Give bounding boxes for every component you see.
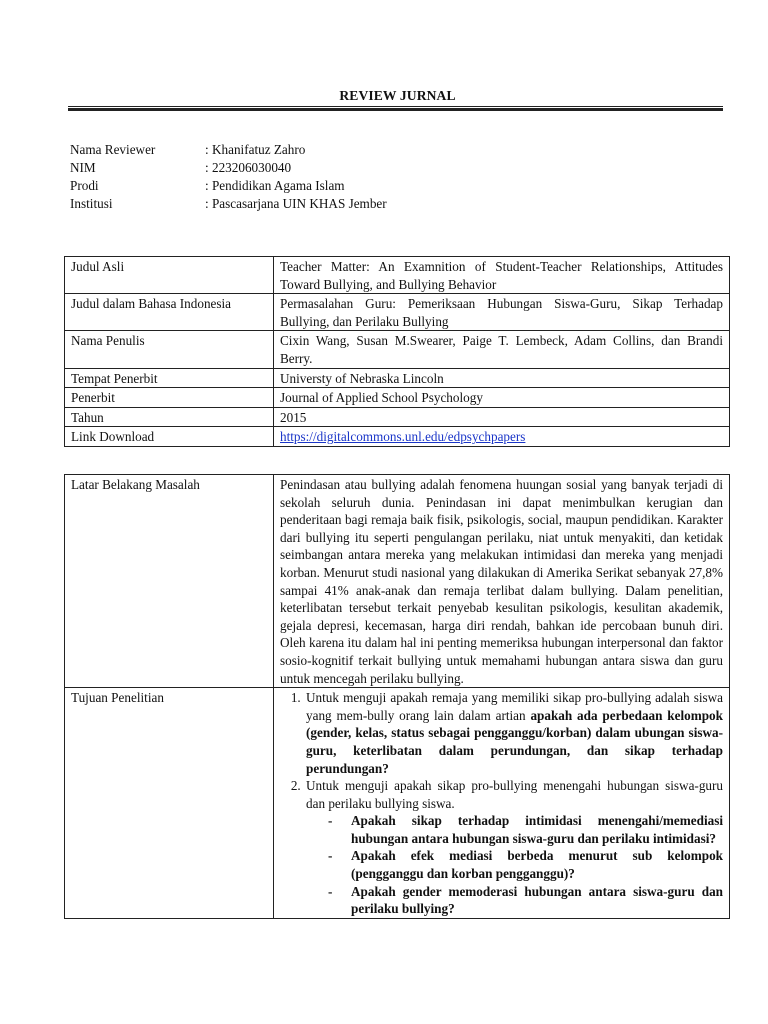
institusi-row [70, 195, 387, 213]
sub-question-3: - Apakah gender memoderasi hubungan antara siswa-guru dan perilaku bullying? [326, 883, 723, 918]
institusi-value: : Pascasarjana UIN KHAS Jember [205, 195, 387, 213]
reviewer-info [70, 141, 387, 213]
table-row [65, 257, 730, 294]
nama-penulis-value: Cixin Wang, Susan M.Swearer, Paige T. Lembeck, Adam Collins, dan Brandi Berry. [274, 331, 730, 368]
aim-item-1 [304, 689, 723, 777]
latar-belakang-label: Latar Belakang Masalah [65, 475, 274, 688]
prodi-value: : Pendidikan Agama Islam [205, 177, 345, 195]
nama-penulis-label: Nama Penulis [65, 331, 274, 368]
tempat-penerbit-value: Universty of Nebraska Lincoln [274, 368, 730, 388]
sub-question-2: - Apakah efek mediasi berbeda menurut sub kelompok (pengganggu dan korban pengganggu)? [326, 847, 723, 882]
institusi-label: Institusi [70, 196, 113, 211]
prodi-row [70, 177, 387, 195]
judul-asli-label: Judul Asli [65, 257, 274, 294]
nim-row [70, 159, 387, 177]
table-row [65, 427, 730, 447]
tujuan-penelitian-label: Tujuan Penelitian [65, 688, 274, 919]
aim-2-plain: Untuk menguji apakah sikap pro-bullying menengahi hubungan siswa-guru dan perilaku bullying siswa. [306, 778, 723, 811]
download-link[interactable]: https://digitalcommons.unl.edu/edpsychpapers [280, 429, 526, 445]
reviewer-row [70, 141, 387, 159]
reviewer-label: Nama Reviewer [70, 142, 156, 157]
penerbit-label: Penerbit [65, 388, 274, 408]
table-row [65, 407, 730, 427]
judul-indonesia-label: Judul dalam Bahasa Indonesia [65, 294, 274, 331]
penerbit-value: Journal of Applied School Psychology [274, 388, 730, 408]
journal-info-table [64, 256, 730, 447]
table-row [65, 294, 730, 331]
tujuan-penelitian-cell [274, 688, 730, 919]
title-divider [68, 106, 723, 111]
latar-belakang-text: Penindasan atau bullying adalah fenomena huungan sosial yang banyak terjadi di sekolah seluruh dunia. Penindasan ini dapat menimbulkan kerugian dan penderitaan bagi remaja baik fisik, psikologis, social, maupun pendidikan. Karakter dari bullying itu seperti pengulangan perilaku, niat untuk menyakiti, dan ketidak seimbangan antara mereka yang melakukan intimidasi dan mereka yang menjadi korban. Menurut studi nasional yang dilakukan di Amerika Serikat sebanyak 27,8% sampai 41% anak-anak dan remaja terlibat dalam bullying. Dalam penelitian, keterlibatan tersebut terkait penyebab kesulitan psikologis, kesulitan akademik, gejala depresi, kecemasan, harga diri rendah, bahkan ide percobaan bunuh diri. Oleh karena itu dalam hal ini penting memeriksa hubungan interpersonal dan faktor sosio-kognitif terkait bullying untuk memahami hubungan antara siswa dan guru untuk mencegah perilaku bullying. [274, 475, 730, 688]
review-content-table [64, 474, 730, 919]
table-row [65, 331, 730, 368]
prodi-label: Prodi [70, 178, 99, 193]
aim-item-2 [304, 777, 723, 918]
table-row [65, 475, 730, 688]
nim-label: NIM [70, 160, 96, 175]
aims-list [280, 689, 723, 918]
tahun-label: Tahun [65, 407, 274, 427]
link-download-label: Link Download [65, 427, 274, 447]
reviewer-value: : Khanifatuz Zahro [205, 141, 305, 159]
tempat-penerbit-label: Tempat Penerbit [65, 368, 274, 388]
document-title: REVIEW JURNAL [339, 88, 456, 103]
table-row [65, 688, 730, 919]
aim-1-bold: apakah ada perbedaan kelompok (gender, kelas, status sebagai pengganggu/korban) dalam ubungan siswa-guru, keterlibatan dalam perundungan, dan sikap terhadap perundungan? [306, 707, 723, 776]
judul-indonesia-value: Permasalahan Guru: Pemeriksaan Hubungan Siswa-Guru, Sikap Terhadap Bullying, dan Perilaku Bullying [274, 294, 730, 331]
judul-asli-value: Teacher Matter: An Examnition of Student-Teacher Relationships, Attitudes Toward Bullying, and Bullying Behavior [274, 257, 730, 294]
tahun-value: 2015 [274, 407, 730, 427]
sub-question-1: - Apakah sikap terhadap intimidasi menengahi/memediasi hubungan antara hubungan siswa-guru dan perilaku intimidasi? [326, 812, 723, 847]
link-download-cell [274, 427, 730, 447]
aim-1-plain: Untuk menguji apakah remaja yang memiliki sikap pro-bullying adalah siswa yang mem-bully orang lain dalam artian [306, 690, 723, 723]
aim-2-sublist [306, 812, 723, 918]
nim-value: : 223206030040 [205, 159, 291, 177]
table-row [65, 388, 730, 408]
table-row [65, 368, 730, 388]
